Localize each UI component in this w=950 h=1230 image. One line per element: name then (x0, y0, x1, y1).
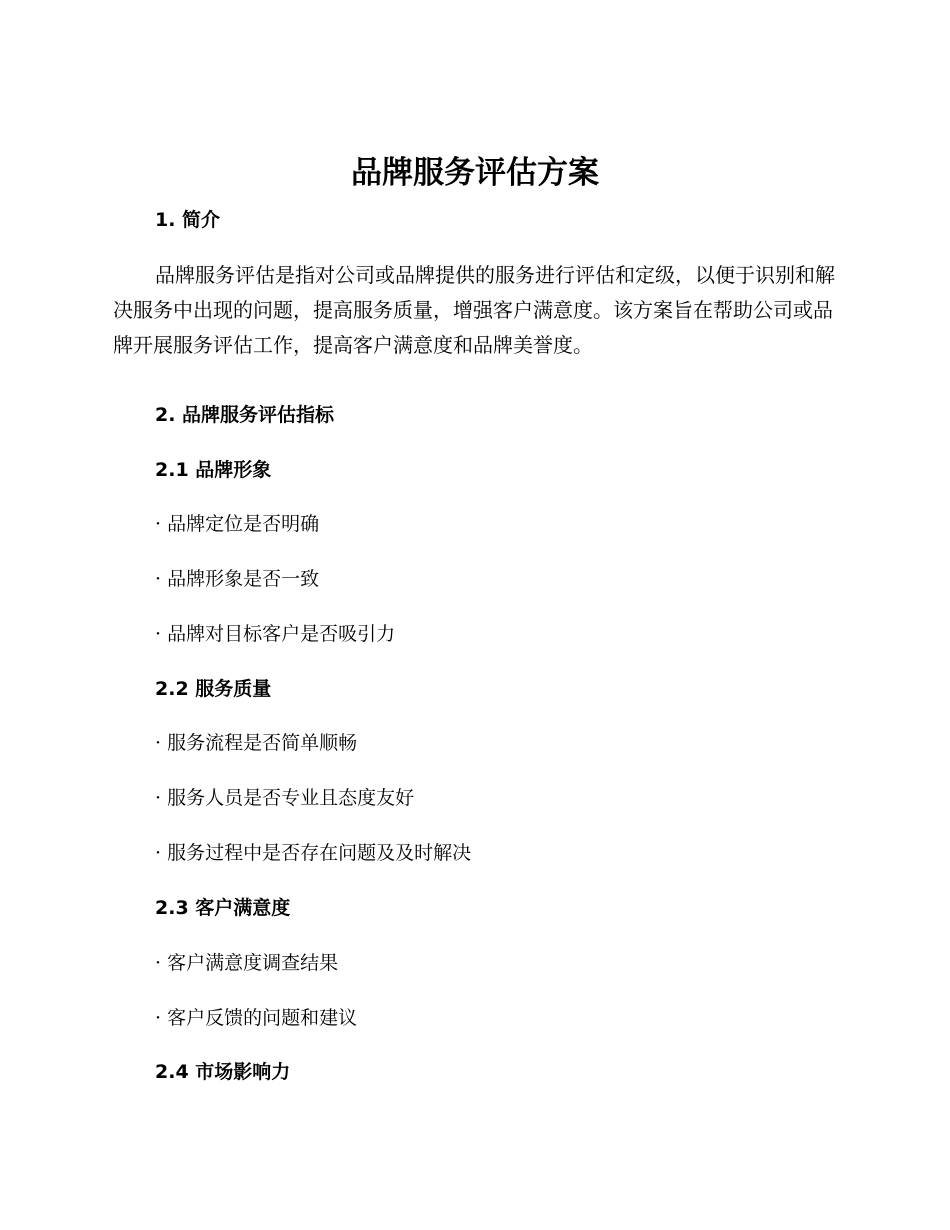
list-item: · 客户满意度调查结果 (155, 952, 339, 974)
subsection-heading-brand-image: 2.1 品牌形象 (155, 459, 272, 481)
list-item: · 客户反馈的问题和建议 (155, 1007, 358, 1029)
subsection-heading-customer-satisfaction: 2.3 客户满意度 (155, 897, 291, 919)
list-item: · 品牌定位是否明确 (155, 513, 320, 535)
list-item: · 品牌对目标客户是否吸引力 (155, 623, 396, 645)
intro-paragraph: 品牌服务评估是指对公司或品牌提供的服务进行评估和定级，以便于识别和解决服务中出现的问题，提高服务质量，增强客户满意度。该方案旨在帮助公司或品牌开展服务评估工作，提高客户满意度和品牌美誉度。 (113, 263, 835, 357)
list-item: · 服务流程是否简单顺畅 (155, 732, 358, 754)
subsection-heading-service-quality: 2.2 服务质量 (155, 678, 272, 700)
subsection-heading-market-influence: 2.4 市场影响力 (155, 1061, 291, 1083)
section-heading-indicators: 2. 品牌服务评估指标 (155, 404, 335, 426)
list-item: · 服务过程中是否存在问题及及时解决 (155, 842, 472, 864)
list-item: · 品牌形象是否一致 (155, 568, 320, 590)
list-item: · 服务人员是否专业且态度友好 (155, 787, 415, 809)
document-title: 品牌服务评估方案 (351, 155, 599, 191)
section-heading-intro: 1. 简介 (155, 209, 221, 231)
